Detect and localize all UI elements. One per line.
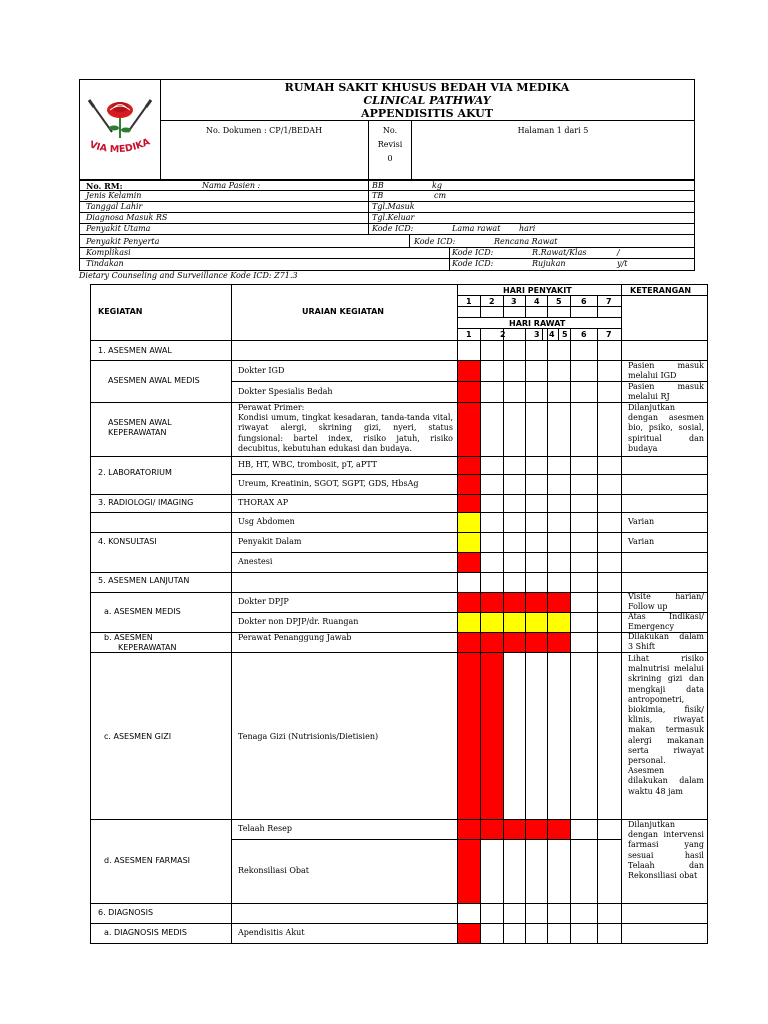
hari-label: hari — [519, 224, 536, 233]
penyakit-penyerta-label: Penyakit Penyerta — [86, 237, 160, 246]
section-diagnosis: 6. DIAGNOSIS — [98, 908, 154, 917]
ket-visite: Visite harian/ Follow up — [628, 592, 704, 612]
col-header-keterangan: KETERANGAN — [630, 286, 692, 295]
day-number: 7 — [606, 297, 612, 306]
logo-text: VIA MEDIKA — [87, 136, 152, 156]
tb-label: TB — [372, 191, 384, 200]
klas-separator: / — [617, 248, 620, 257]
col-header-uraian: URAIAN KEGIATAN — [302, 307, 384, 316]
ket-kep: Dilanjutkan dengan asesmen bio, psiko, sosial, spiritual dan budaya — [628, 403, 704, 453]
hospital-name: RUMAH SAKIT KHUSUS BEDAH VIA MEDIKA — [284, 81, 570, 94]
tgl-keluar-label: Tgl.Keluar — [372, 213, 415, 222]
document-type: CLINICAL PATHWAY — [363, 94, 491, 107]
no-rm-label: No. RM: — [86, 181, 123, 191]
asesmen-keperawatan-b: b. ASESMEN — [104, 633, 153, 642]
rekonsiliasi-obat: Rekonsiliasi Obat — [238, 866, 309, 875]
day-number: 4 — [549, 330, 555, 339]
ket-gizi: Lihat risiko malnutrisi melalui skrining gizi dan mengkaji data antropometri, biokimia, fisik/ klinis, riwayat makan termasuk alergi makanan serta riwayat personal. Asesmen dilakukan dalam waktu 48 jam — [628, 654, 704, 796]
dokter-spesialis: Dokter Spesialis Bedah — [238, 387, 333, 396]
tindakan-label: Tindakan — [86, 259, 124, 268]
revision-value: 0 — [387, 154, 393, 163]
asesmen-awal-kep: ASESMEN AWAL KEPERAWATAN — [108, 418, 172, 437]
lab-item: Ureum, Kreatinin, SGOT, SGPT, GDS, HbsAg — [238, 479, 419, 488]
section-asesmen-awal: 1. ASESMEN AWAL — [98, 346, 172, 355]
rujukan-label: Rujukan — [532, 259, 566, 268]
day-number: 3 — [534, 330, 540, 339]
penyakit-utama-label: Penyakit Utama — [86, 224, 151, 233]
dokter-igd: Dokter IGD — [238, 366, 285, 375]
asesmen-medis: a. ASESMEN MEDIS — [104, 607, 181, 616]
asesmen-gizi: c. ASESMEN GIZI — [104, 732, 172, 741]
asesmen-farmasi: d. ASESMEN FARMASI — [104, 856, 191, 865]
section-asesmen-lanjutan: 5. ASESMEN LANJUTAN — [98, 576, 190, 585]
rawat-klas-label: R.Rawat/Klas — [532, 248, 587, 257]
dokter-non-dpjp: Dokter non DPJP/dr. Ruangan — [238, 617, 359, 626]
pathway-title: APPENDISITIS AKUT — [361, 107, 493, 120]
dietary-counseling: Dietary Counseling and Surveillance Kode ICD: Z71.3 — [79, 271, 298, 280]
ket-igd: Pasien masuk melalui IGD — [628, 361, 704, 381]
asesmen-awal-medis: ASESMEN AWAL MEDIS — [108, 376, 200, 385]
diagnosis-medis: a. DIAGNOSIS MEDIS — [104, 928, 187, 937]
lab-item: HB, HT, WBC, trombosit, pT, aPTT — [238, 460, 378, 469]
day-number: 1 — [466, 330, 472, 339]
komplikasi-label: Komplikasi — [86, 248, 131, 257]
col-header-hari-penyakit: HARI PENYAKIT — [503, 286, 572, 295]
rujukan-yt: y/t — [617, 259, 628, 268]
section-konsultasi: 4. KONSULTASI — [98, 537, 157, 546]
kg-label: kg — [432, 181, 442, 190]
ket-shift: Dilakukan dalam 3 Shift — [628, 632, 704, 652]
kode-icd-label: Kode ICD: — [452, 248, 494, 257]
telaah-resep: Telaah Resep — [238, 824, 292, 833]
perawat-primer: Perawat Primer: — [238, 403, 305, 412]
day-number: 7 — [606, 330, 612, 339]
day-number: 6 — [581, 297, 587, 306]
day-number: 1 — [466, 297, 472, 306]
asesmen-keperawatan-b-2: KEPERAWATAN — [118, 643, 177, 652]
ket-atas-indikasi: Atas Indikasi/ Emergency — [628, 612, 704, 632]
col-header-hari-rawat: HARI RAWAT — [509, 319, 566, 328]
tgl-masuk-label: Tgl.Masuk — [372, 202, 415, 211]
anestesi: Anestesi — [238, 557, 273, 566]
rencana-rawat-label: Rencana Rawat — [494, 237, 558, 246]
section-laboratorium: 2. LABORATORIUM — [98, 468, 172, 477]
revision-label-2: Revisi — [377, 140, 403, 149]
ket-varian: Varian — [628, 517, 655, 526]
lama-rawat-label: Lama rawat — [452, 224, 501, 233]
perawat-desc: Kondisi umum, tingkat kesadaran, tanda-tanda vital, riwayat alergi, skrining gizi, nyeri, status fungsional: bartel index, risiko jatuh, risiko decubitus, kebutuhan edukasi dan budaya. — [238, 413, 453, 453]
jenis-kelamin-label: Jenis Kelamin — [86, 191, 142, 200]
kode-icd-label: Kode ICD: — [372, 224, 414, 233]
day-number: 6 — [581, 330, 587, 339]
bb-label: BB — [372, 181, 384, 190]
kode-icd-label: Kode ICD: — [414, 237, 456, 246]
day-number: 5 — [562, 330, 568, 339]
page-info: Halaman 1 dari 5 — [517, 126, 589, 135]
cm-label: cm — [434, 191, 447, 200]
day-number: 3 — [511, 297, 517, 306]
tenaga-gizi: Tenaga Gizi (Nutrisionis/Dietisien) — [238, 732, 379, 741]
penyakit-dalam: Penyakit Dalam — [238, 537, 302, 546]
section-radiologi: 3. RADIOLOGI/ IMAGING — [98, 498, 194, 507]
nama-pasien-label: Nama Pasien : — [202, 181, 261, 190]
thorax: THORAX AP — [238, 498, 289, 507]
day-number: 4 — [534, 297, 540, 306]
diagnosa-masuk-label: Diagnosa Masuk RS — [86, 213, 168, 222]
apendisitis-akut: Apendisitis Akut — [238, 928, 305, 937]
day-number: 2 — [489, 297, 495, 306]
day-number: 5 — [556, 297, 562, 306]
ket-rj: Pasien masuk melalui RJ — [628, 382, 704, 402]
perawat-pj: Perawat Penanggung Jawab — [238, 633, 352, 642]
kode-icd-label: Kode ICD: — [452, 259, 494, 268]
col-header-kegiatan: KEGIATAN — [98, 307, 143, 316]
revision-label: No. — [382, 126, 398, 135]
day-number: 2 — [500, 330, 506, 339]
tanggal-lahir-label: Tanggal Lahir — [86, 202, 143, 211]
usg: Usg Abdomen — [238, 517, 295, 526]
doc-number: No. Dokumen : CP/1/BEDAH — [160, 120, 369, 180]
dokter-dpjp: Dokter DPJP — [238, 597, 289, 606]
ket-varian: Varian — [628, 537, 655, 546]
ket-farmasi: Dilanjutkan dengan intervensi farmasi yang sesuai hasil Telaah dan Rekonsiliasi obat — [628, 820, 704, 881]
